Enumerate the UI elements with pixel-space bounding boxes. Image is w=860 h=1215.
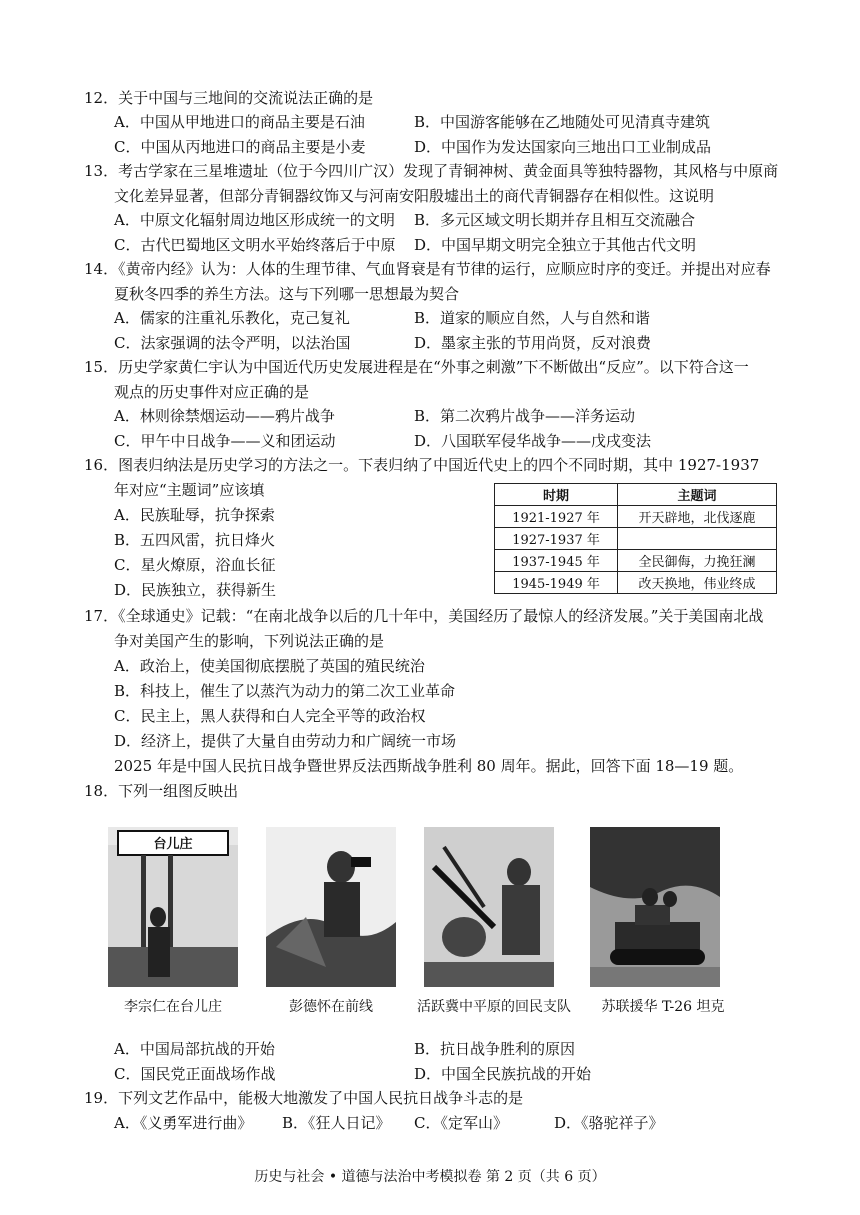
- q14-stem-line1: 14．《黄帝内经》认为：人体的生理节律、气血肾衰是有节律的运行，应顺应时序的变迁。并提出对应春: [84, 260, 771, 278]
- period-theme-table: [494, 483, 777, 594]
- q16-stem-line2: 年对应“主题词”应该填: [114, 481, 265, 499]
- caption-photo-3: 活跃冀中平原的回民支队: [417, 999, 571, 1015]
- q12-option-d: D．中国作为发达国家向三地出口工业制成品: [414, 138, 712, 156]
- q12-stem: 12．关于中国与三地间的交流说法正确的是: [84, 89, 374, 107]
- q13-option-d: D．中国早期文明完全独立于其他古代文明: [414, 236, 697, 254]
- q18-option-c: C．国民党正面战场作战: [114, 1065, 276, 1083]
- table-row: [495, 572, 777, 594]
- q15-option-c: C．甲午中日战争——义和团运动: [114, 432, 336, 450]
- q12-option-c: C．中国从丙地进口的商品主要是小麦: [114, 138, 366, 156]
- q12-option-a: A．中国从甲地进口的商品主要是石油: [114, 113, 365, 131]
- q17-option-d: D．经济上，提供了大量自由劳动力和广阔统一市场: [114, 732, 457, 750]
- q13-option-c: C．古代巴蜀地区文明水平始终落后于中原: [114, 236, 396, 254]
- section-intro-18-19: 2025 年是中国人民抗日战争暨世界反法西斯战争胜利 80 周年。据此，回答下面 18—19 题。: [114, 757, 744, 775]
- table-cell-period: 1921-1927 年: [495, 506, 618, 528]
- q16-option-b: B．五四风雷，抗日烽火: [114, 531, 276, 549]
- q19-stem: 19．下列文艺作品中，能极大地激发了中国人民抗日战争斗志的是: [84, 1089, 524, 1107]
- q19-option-b: B．《狂人日记》: [282, 1114, 391, 1132]
- q14-option-c: C．法家强调的法令严明，以法治国: [114, 334, 351, 352]
- photo-hui-detachment: [424, 827, 554, 987]
- page-footer: 历史与社会 • 道德与法治中考模拟卷 第 2 页（共 6 页）: [254, 1169, 606, 1185]
- q17-option-b: B．科技上，催生了以蒸汽为动力的第二次工业革命: [114, 682, 456, 700]
- q15-option-a: A．林则徐禁烟运动——鸦片战争: [114, 407, 335, 425]
- q13-stem-line2: 文化差异显著，但部分青铜器纹饰又与河南安阳殷墟出土的商代青铜器存在相似性。这说明: [114, 187, 715, 205]
- table-cell-period: 1945-1949 年: [495, 572, 618, 594]
- table-cell-theme: 开天辟地，北伐逐鹿: [618, 506, 777, 528]
- photo-li-zongren: [108, 827, 238, 987]
- q14-option-a: A．儒家的注重礼乐教化，克己复礼: [114, 309, 350, 327]
- q14-stem-line2: 夏秋冬四季的养生方法。这与下列哪一思想最为契合: [114, 285, 460, 303]
- caption-photo-4: 苏联援华 T-26 坦克: [601, 999, 725, 1015]
- q14-option-d: D．墨家主张的节用尚贤，反对浪费: [414, 334, 652, 352]
- q18-stem: 18．下列一组图反映出: [84, 782, 239, 800]
- q16-stem-line1: 16．图表归纳法是历史学习的方法之一。下表归纳了中国近代史上的四个不同时期，其中 1927-1937: [84, 456, 760, 474]
- table-cell-period: 1927-1937 年: [495, 528, 618, 550]
- table-cell-period: 1937-1945 年: [495, 550, 618, 572]
- q13-option-b: B．多元区域文明长期并存且相互交流融合: [414, 211, 696, 229]
- q15-option-b: B．第二次鸦片战争——洋务运动: [414, 407, 636, 425]
- q15-stem-line1: 15．历史学家黄仁宇认为中国近代历史发展进程是在“外事之刺激”下不断做出“反应”。以下符合这一: [84, 358, 749, 376]
- q17-option-c: C．民主上，黑人获得和白人完全平等的政治权: [114, 707, 426, 725]
- sign-text: 台儿庄: [153, 837, 193, 852]
- q18-option-a: A．中国局部抗战的开始: [114, 1040, 275, 1058]
- caption-photo-1: 李宗仁在台儿庄: [124, 999, 222, 1015]
- q18-option-d: D．中国全民族抗战的开始: [414, 1065, 592, 1083]
- photo-peng-dehuai: [266, 827, 396, 987]
- table-cell-theme: 改天换地，伟业终成: [618, 572, 777, 594]
- caption-photo-2: 彭德怀在前线: [289, 999, 373, 1015]
- q19-option-d: D．《骆驼祥子》: [554, 1114, 664, 1132]
- q13-stem-line1: 13．考古学家在三星堆遗址（位于今四川广汉）发现了青铜神树、黄金面具等独特器物，其风格与中原商: [84, 162, 779, 180]
- q17-stem-line1: 17．《全球通史》记载：“在南北战争以后的几十年中，美国经历了最惊人的经济发展。”关于美国南北战: [84, 607, 764, 625]
- table-row: [495, 528, 777, 550]
- table-cell-theme: 全民御侮，力挽狂澜: [618, 550, 777, 572]
- q15-option-d: D．八国联军侵华战争——戊戌变法: [414, 432, 652, 450]
- q16-option-a: A．民族耻辱，抗争探索: [114, 506, 275, 524]
- q17-stem-line2: 争对美国产生的影响，下列说法正确的是: [114, 632, 385, 650]
- table-row: [495, 550, 777, 572]
- q13-option-a: A．中原文化辐射周边地区形成统一的文明: [114, 211, 395, 229]
- q17-option-a: A．政治上，使美国彻底摆脱了英国的殖民统治: [114, 657, 425, 675]
- q16-option-c: C．星火燎原，浴血长征: [114, 556, 276, 574]
- q12-option-b: B．中国游客能够在乙地随处可见清真寺建筑: [414, 113, 711, 131]
- photo-t26-tank: [590, 827, 720, 987]
- table-header-theme: 主题词: [618, 484, 777, 506]
- table-header-row: [495, 484, 777, 506]
- table-row: [495, 506, 777, 528]
- table-header-period: 时期: [495, 484, 618, 506]
- q16-option-d: D．民族独立，获得新生: [114, 581, 277, 599]
- q15-stem-line2: 观点的历史事件对应正确的是: [114, 383, 310, 401]
- q19-option-c: C．《定军山》: [414, 1114, 508, 1132]
- q19-option-a: A．《义勇军进行曲》: [114, 1114, 253, 1132]
- q18-option-b: B．抗日战争胜利的原因: [414, 1040, 576, 1058]
- table-cell-theme: [618, 528, 777, 550]
- q14-option-b: B．道家的顺应自然，人与自然和谐: [414, 309, 651, 327]
